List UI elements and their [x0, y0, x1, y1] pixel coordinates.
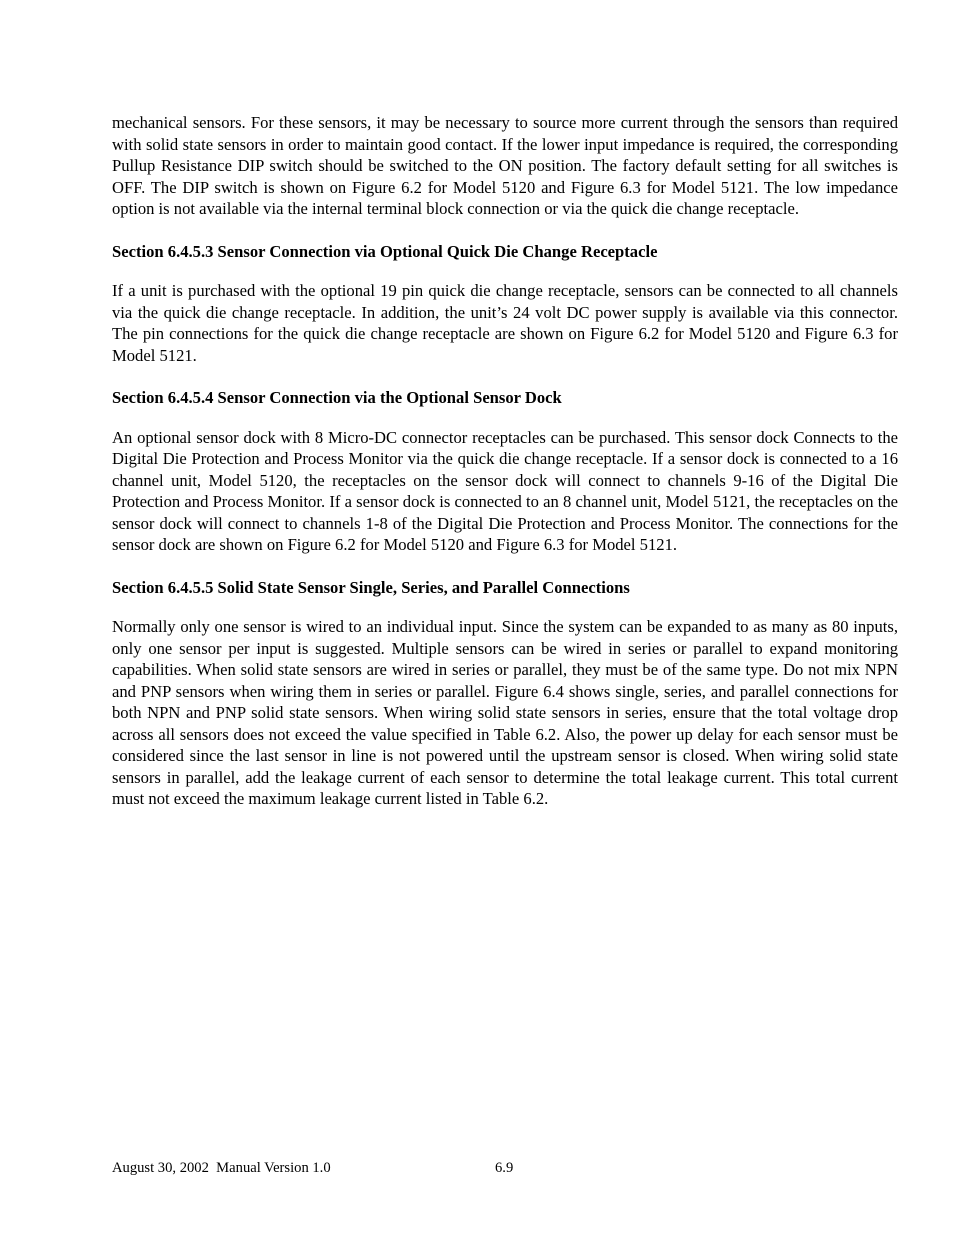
heading-section-6-4-5-4: Section 6.4.5.4 Sensor Connection via the Optional Sensor Dock	[112, 388, 562, 407]
document-page	[112, 112, 898, 831]
heading-section-6-4-5-3: Section 6.4.5.3 Sensor Connection via Optional Quick Die Change Receptacle	[112, 241, 658, 261]
paragraph-sensor-dock: An optional sensor dock with 8 Micro-DC connector receptacles can be purchased. This sensor dock Connects to the Digital Die Protection and Process Monitor via the quick die change receptacle. If a sensor dock is connected to a 16 channel unit, Model 5120, the receptacles on the sensor dock will connect to channels 9-16 of the Digital Die Protection and Process Monitor. If a sensor dock is connected to an 8 channel unit, Model 5121, the receptacles on the sensor dock will connect to channels 1-8 of the Digital Die Protection and Process Monitor. The connections for the sensor dock are shown on Figure 6.2 for Model 5120 and Figure 6.3 for Model 5121.	[112, 427, 898, 554]
footer-date-version: August 30, 2002 Manual Version 1.0	[112, 1160, 331, 1176]
heading-section-6-4-5-5: Section 6.4.5.5 Solid State Sensor Single, Series, and Parallel Connections	[112, 577, 630, 597]
paragraph-solid-state-connections: Normally only one sensor is wired to an individual input. Since the system can be expanded to as many as 80 inputs, only one sensor per input is suggested. Multiple sensors can be wired in series or parallel to expand monitoring capabilities. When solid state sensors are wired in series or parallel, they must be of the same type. Do not mix NPN and PNP sensors when wiring them in series or parallel. Figure 6.4 shows single, series, and parallel connections for both NPN and PNP solid state sensors. When wiring solid state sensors in series, ensure that the total voltage drop across all sensors does not exceed the value specified in Table 6.2. Also, the power up delay for each sensor must be considered since the last sensor in line is not powered until the upstream sensor is closed. When wiring solid state sensors in parallel, add the leakage current of each sensor to determine the total leakage current. This total current must not exceed the maximum leakage current listed in Table 6.2.	[112, 617, 898, 808]
paragraph-continued-mechanical-sensors: mechanical sensors. For these sensors, it may be necessary to source more current through the sensors than required with solid state sensors in order to maintain good contact. If the lower input impedance is required, the corresponding Pullup Resistance DIP switch should be switched to the ON position. The factory default setting for all switches is OFF. The DIP switch is shown on Figure 6.2 for Model 5120 and Figure 6.3 for Model 5121. The low impedance option is not available via the internal terminal block connection or via the quick die change receptacle.	[112, 113, 898, 218]
footer-page-number: 6.9	[495, 1160, 514, 1176]
paragraph-quick-die-change: If a unit is purchased with the optional 19 pin quick die change receptacle, sensors can be connected to all channels via the quick die change receptacle. In addition, the unit’s 24 volt DC power supply is available via this connector. The pin connections for the quick die change receptacle are shown on Figure 6.2 for Model 5120 and Figure 6.3 for Model 5121.	[112, 281, 898, 365]
